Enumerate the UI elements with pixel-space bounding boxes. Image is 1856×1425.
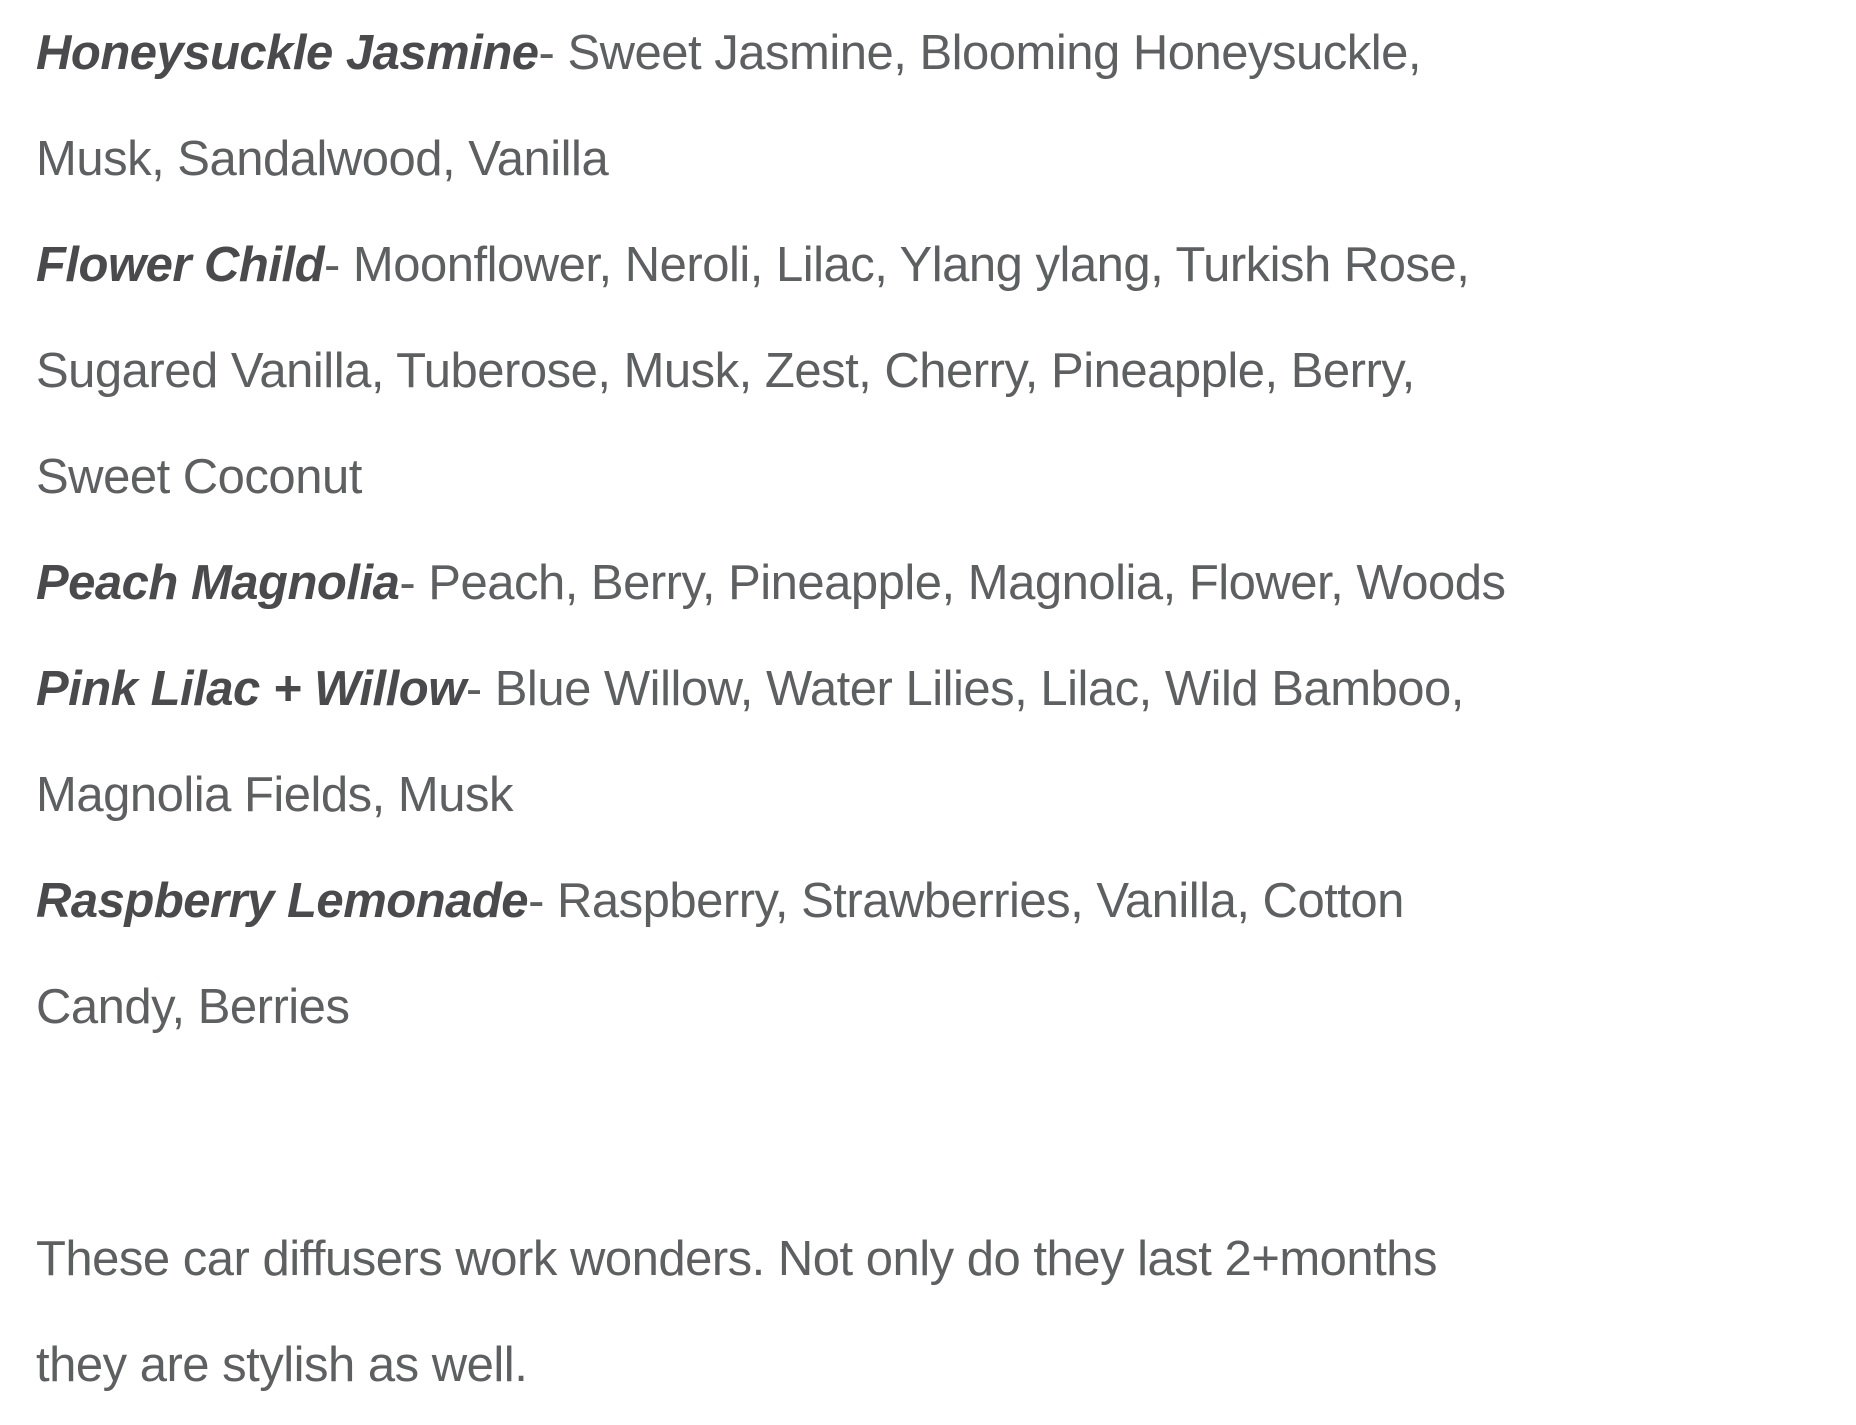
scent-line — [36, 636, 1820, 742]
scent-line — [36, 954, 1820, 1060]
scent-name: Flower Child — [36, 238, 324, 292]
scent-name: Pink Lilac + Willow — [36, 662, 466, 716]
scent-line — [36, 318, 1820, 424]
scent-line — [36, 424, 1820, 530]
scent-name: Peach Magnolia — [36, 556, 400, 610]
scent-line — [36, 742, 1820, 848]
scent-notes: Candy, Berries — [36, 980, 350, 1034]
scent-line — [36, 106, 1820, 212]
scent-notes: - Raspberry, Strawberries, Vanilla, Cotton — [528, 874, 1404, 928]
scent-notes: - Moonflower, Neroli, Lilac, Ylang ylang, Turkish Rose, — [324, 238, 1470, 292]
scent-list — [36, 0, 1820, 1060]
review-line: they are stylish as well. — [36, 1338, 528, 1392]
scent-notes: Musk, Sandalwood, Vanilla — [36, 132, 609, 186]
scent-line — [36, 848, 1820, 954]
scent-notes: Sweet Coconut — [36, 450, 362, 504]
scent-line — [36, 212, 1820, 318]
review-line: These car diffusers work wonders. Not only do they last 2+months — [36, 1232, 1438, 1286]
scent-notes: - Sweet Jasmine, Blooming Honeysuckle, — [538, 26, 1421, 80]
scent-notes: Sugared Vanilla, Tuberose, Musk, Zest, Cherry, Pineapple, Berry, — [36, 344, 1415, 398]
review-paragraph — [36, 1206, 1820, 1418]
scent-notes: Magnolia Fields, Musk — [36, 768, 513, 822]
scent-line — [36, 0, 1820, 106]
scent-notes: - Blue Willow, Water Lilies, Lilac, Wild Bamboo, — [465, 662, 1464, 716]
scent-name: Raspberry Lemonade — [36, 874, 529, 928]
scent-name: Honeysuckle Jasmine — [36, 26, 539, 80]
scent-line — [36, 530, 1820, 636]
scent-notes: - Peach, Berry, Pineapple, Magnolia, Flower, Woods — [399, 556, 1506, 610]
